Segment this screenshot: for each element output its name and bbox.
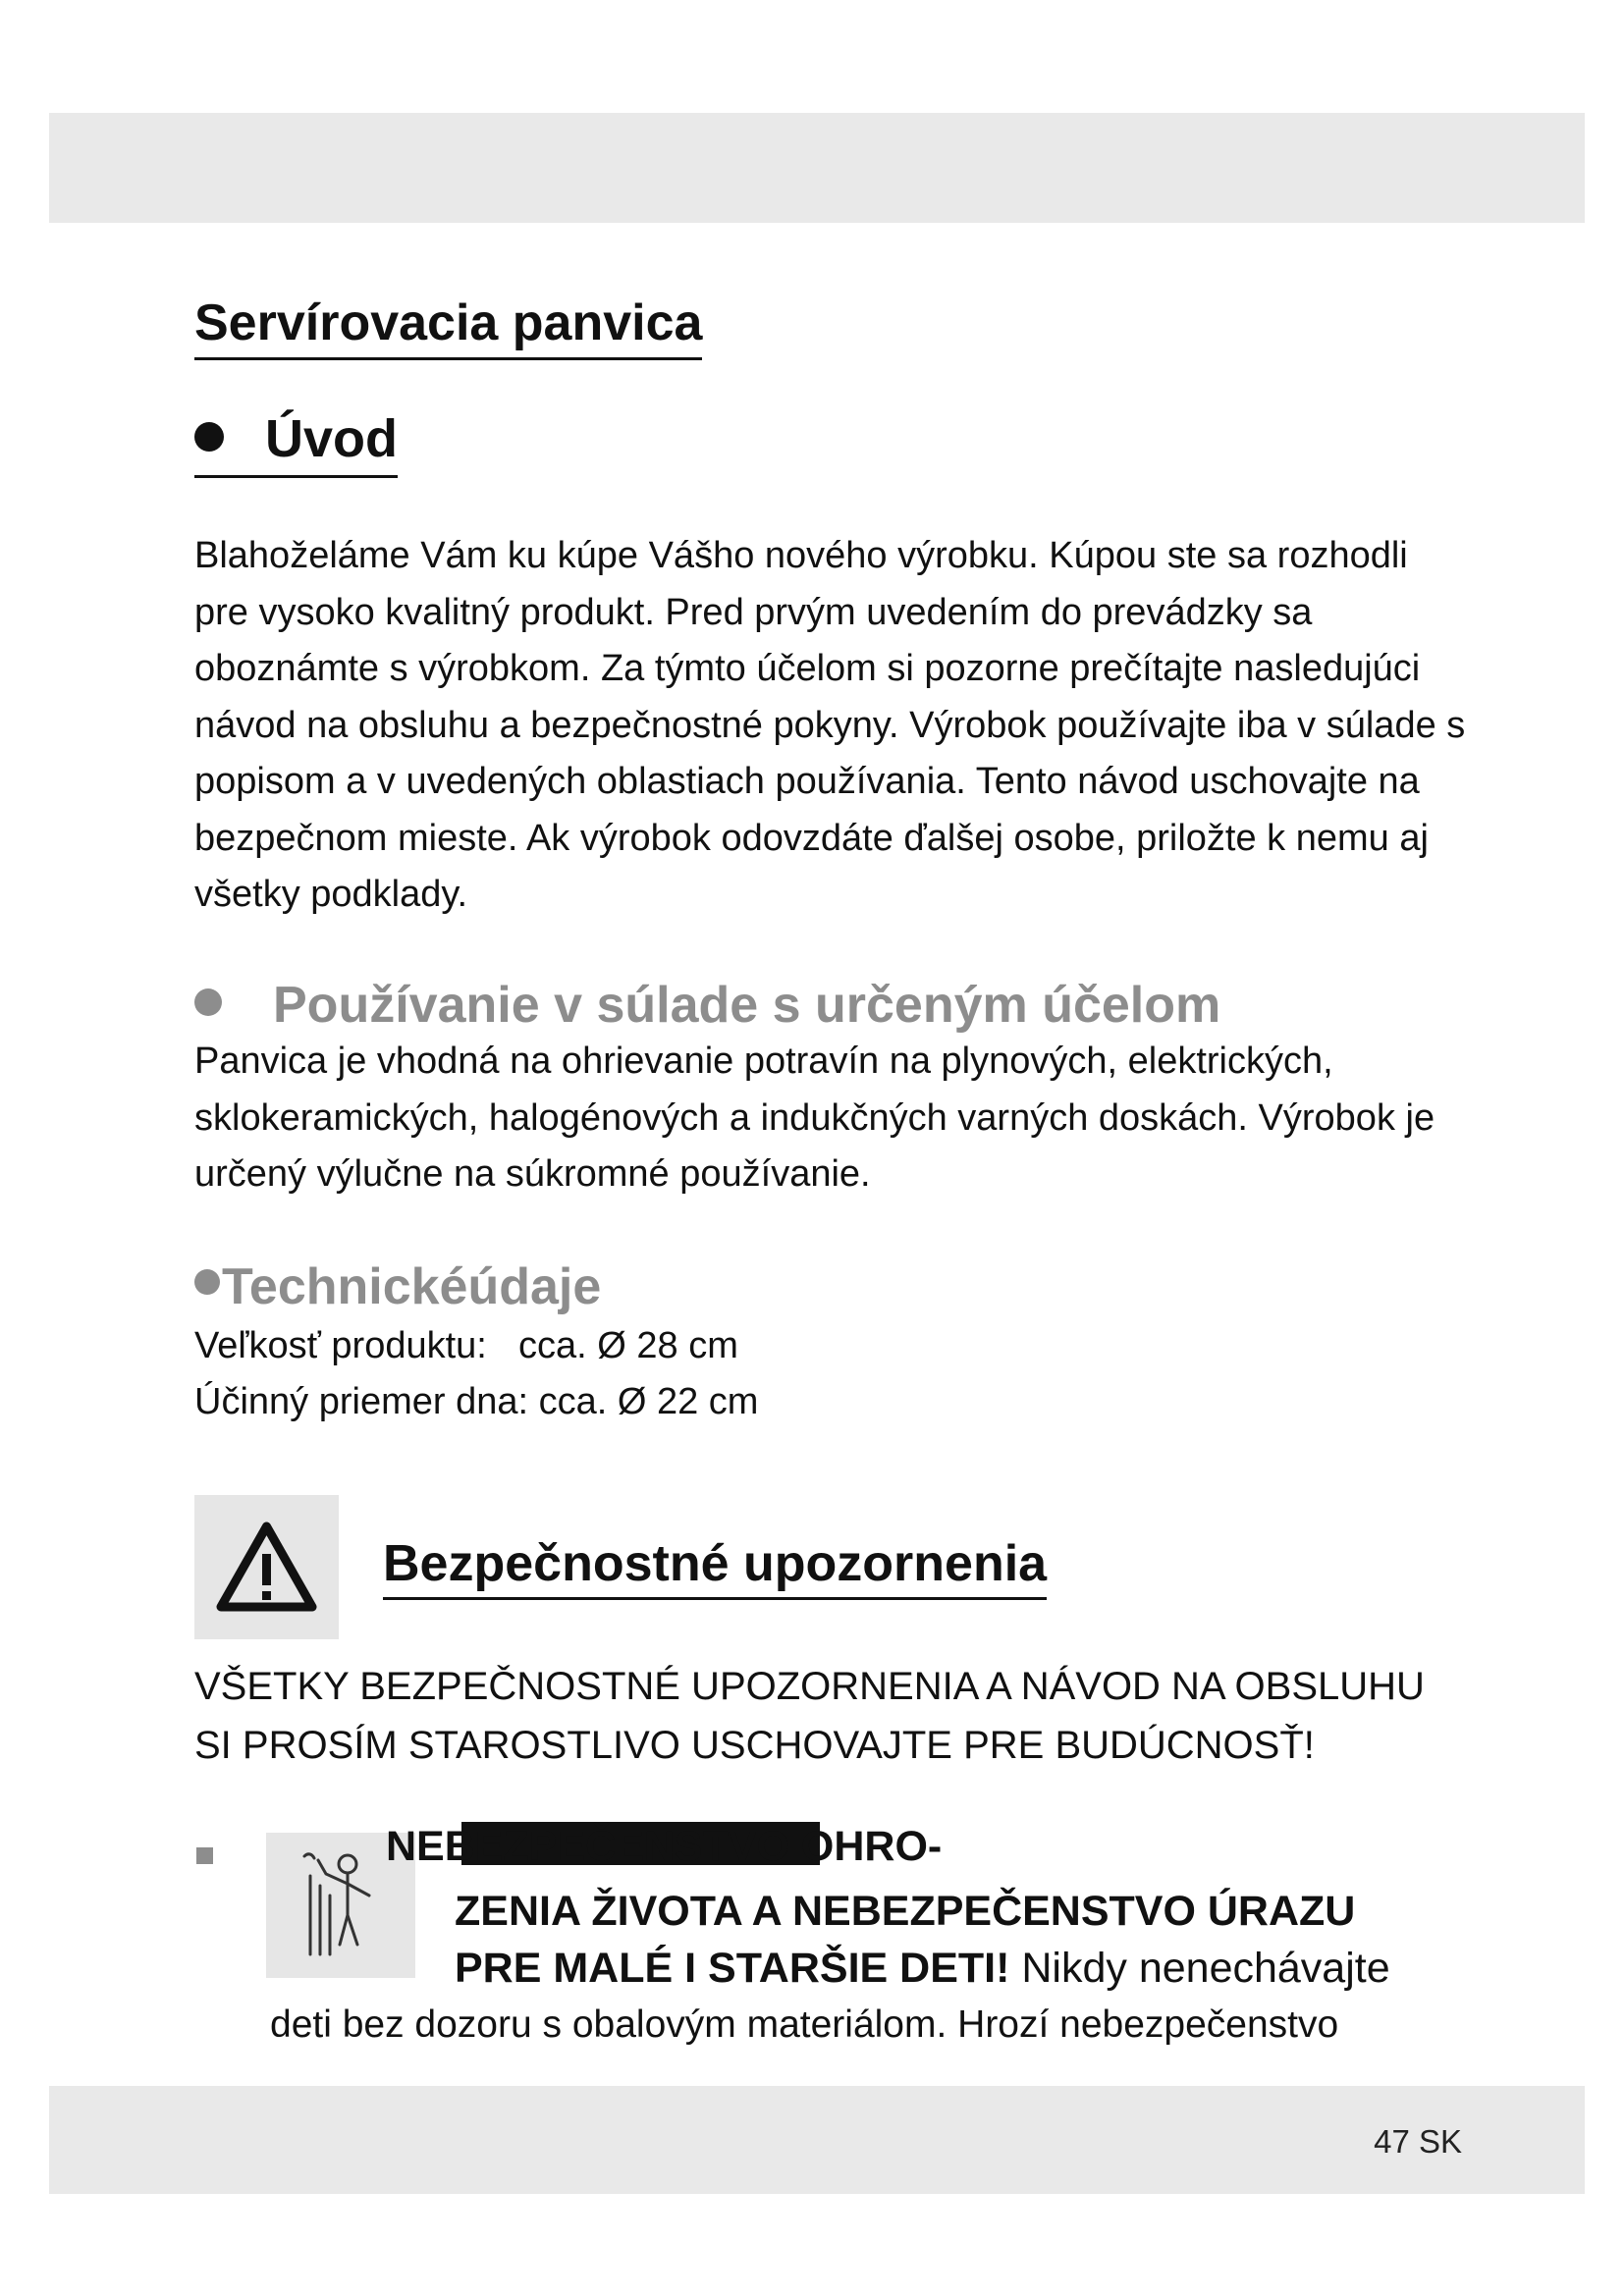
- child-warning-icon: [291, 1846, 389, 1964]
- technical-label: Veľkosť produktu:: [194, 1325, 487, 1366]
- page-number: 47 SK: [1374, 2123, 1462, 2160]
- safety-caps-notice: [194, 1657, 1569, 1775]
- square-bullet-icon: [196, 1847, 213, 1864]
- bullet-dot-icon: [194, 422, 224, 452]
- header-band: [49, 113, 1585, 223]
- intended-use-paragraph: Panvica je vhodná na ohrievanie potravín na plynových, elektrických, sklokeramických, halogénových a indukčných varných doskách. Výrobok je určený výlučne na súkromné používanie.: [194, 1041, 1435, 1195]
- technical-row: [194, 1318, 758, 1374]
- warning-line-3: [455, 1940, 1390, 1997]
- section-heading-safety: Bezpečnostné upozornenia: [383, 1534, 1047, 1600]
- section-heading-intro: [194, 407, 398, 478]
- bullet-dot-icon: [194, 988, 222, 1016]
- caps-line: VŠETKY BEZPEČNOSTNÉ UPOZORNENIA A NÁVOD NA OBSLUHU: [194, 1665, 1425, 1708]
- warning-line-2: ZENIA ŽIVOTA A NEBEZPEČENSTVO ÚRAZU: [455, 1888, 1356, 1935]
- warning-line-4: deti bez dozoru s obalovým materiálom. Hrozí nebezpečenstvo: [270, 2003, 1339, 2046]
- caps-line: SI PROSÍM STAROSTLIVO USCHOVAJTE PRE BUDÚCNOSŤ!: [194, 1724, 1315, 1767]
- footer-band: [49, 2086, 1585, 2194]
- technical-data: [194, 1318, 758, 1430]
- section-heading-intended-use: [194, 975, 1220, 1036]
- warning-line-3-bold: PRE MALÉ I STARŠIE DETI!: [455, 1945, 1010, 1992]
- bullet-dot-icon: [194, 1269, 220, 1295]
- technical-heading-text: Technickéúdaje: [222, 1258, 602, 1315]
- warning-line-3-rest: Nikdy nenechávajte: [1009, 1945, 1390, 1992]
- section-heading-technical: [194, 1256, 601, 1317]
- warning-line-1: NEBEZPEČENSTVO OHRO-: [386, 1823, 943, 1870]
- warning-icon-box: [194, 1495, 339, 1639]
- technical-value: cca. Ø 22 cm: [538, 1381, 759, 1422]
- technical-label: Účinný priemer dna:: [194, 1381, 529, 1422]
- warning-triangle-icon: [214, 1519, 319, 1617]
- technical-row: [194, 1374, 758, 1430]
- technical-value: cca. Ø 28 cm: [518, 1325, 738, 1366]
- page-title: Servírovacia panvica: [194, 294, 702, 360]
- intro-paragraph: Blahoželáme Vám ku kúpe Vášho nového výrobku. Kúpou ste sa rozhodli pre vysoko kvalitný produkt. Pred prvým uvedením do prevádzky sa oboznámte s výrobkom. Za týmto účelom si pozorne prečítajte nasledujúci návod na obsluhu a bezpečnostné pokyny. Výrobok používajte iba v súlade s popisom a v uvedených oblastiach používania. Tento návod uschovajte na bezpečnom mieste. Ak výrobok odovzdáte ďalšej osobe, priložte k nemu aj všetky podklady.: [194, 535, 1466, 915]
- intro-heading-text: Úvod: [265, 409, 398, 468]
- intended-use-heading-text: Používanie v súlade s určeným účelom: [273, 977, 1221, 1034]
